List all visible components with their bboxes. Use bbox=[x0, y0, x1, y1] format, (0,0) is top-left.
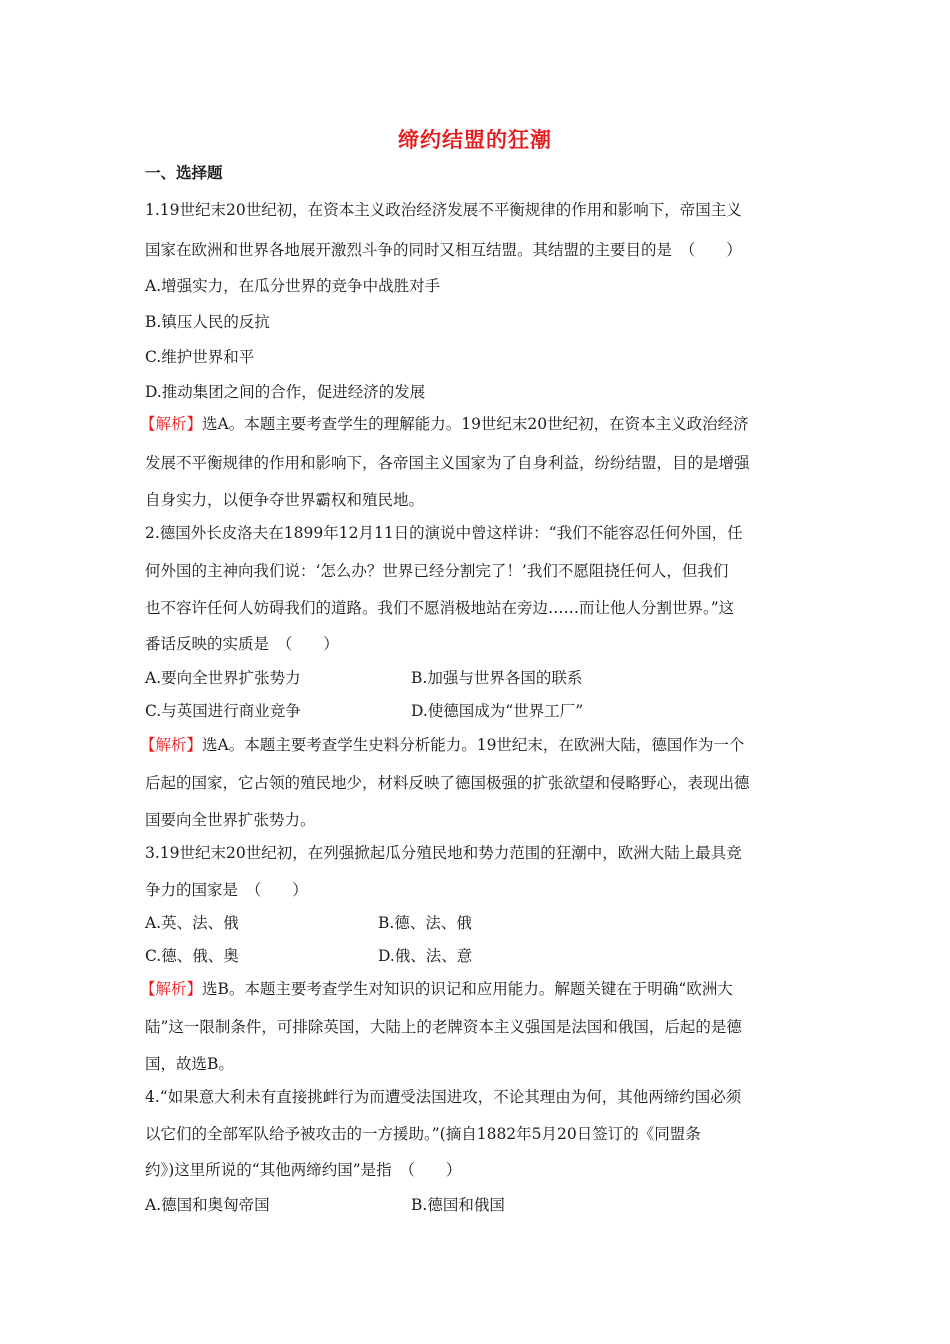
question-text-line: 也不容许任何人妨碍我们的道路。我们不愿消极地站在旁边……而让他人分割世界。”这 bbox=[145, 599, 735, 617]
question-text-line: 何外国的主神向我们说：‘怎么办？世界已经分割完了！’我们不愿阻挠任何人，但我们 bbox=[145, 562, 729, 580]
question-text-line: 约》)这里所说的“其他两缔约国”是指 （ ） bbox=[145, 1161, 462, 1179]
option-c: C.与英国进行商业竞争 bbox=[145, 702, 301, 720]
question-text-line: 3.19世纪末20世纪初，在列强掀起瓜分殖民地和势力范围的狂潮中，欧洲大陆上最具竞 bbox=[145, 844, 742, 862]
page-title: 缔约结盟的狂潮 bbox=[398, 127, 552, 152]
section-heading: 一、选择题 bbox=[145, 164, 223, 182]
question-text-line: 以它们的全部军队给予被攻击的一方援助。”(摘自1882年5月20日签订的《同盟条 bbox=[145, 1125, 701, 1143]
option-d: D.使德国成为“世界工厂” bbox=[411, 702, 584, 720]
option-c: C.维护世界和平 bbox=[145, 348, 255, 366]
option-a: A.要向全世界扩张势力 bbox=[145, 669, 301, 687]
option-a: A.英、法、俄 bbox=[145, 914, 239, 932]
analysis-line: 后起的国家，它占领的殖民地少，材料反映了德国极强的扩张欲望和侵略野心，表现出德 bbox=[145, 774, 750, 792]
analysis-line bbox=[140, 979, 805, 999]
question-text-line: 国家在欧洲和世界各地展开激烈斗争的同时又相互结盟。其结盟的主要目的是 （ ） bbox=[145, 241, 742, 259]
analysis-line bbox=[140, 414, 805, 434]
analysis-tag: 【解析】 bbox=[140, 415, 203, 433]
option-a: A.德国和奥匈帝国 bbox=[145, 1196, 270, 1214]
analysis-line: 自身实力，以便争夺世界霸权和殖民地。 bbox=[145, 491, 425, 509]
option-b: B.镇压人民的反抗 bbox=[145, 313, 270, 331]
option-b: B.加强与世界各国的联系 bbox=[411, 669, 583, 687]
option-c: C.德、俄、奥 bbox=[145, 947, 239, 965]
analysis-text: 选B。本题主要考查学生对知识的识记和应用能力。解题关键在于明确“欧洲大 bbox=[202, 980, 733, 998]
analysis-line: 国要向全世界扩张势力。 bbox=[145, 811, 316, 829]
option-b: B.德国和俄国 bbox=[411, 1196, 505, 1214]
question-text-line: 2.德国外长皮洛夫在1899年12月11日的演说中曾这样讲：“我们不能容忍任何外国，任 bbox=[145, 524, 743, 542]
analysis-text: 选A。本题主要考查学生史料分析能力。19世纪末，在欧洲大陆，德国作为一个 bbox=[202, 736, 745, 754]
option-a: A.增强实力，在瓜分世界的竞争中战胜对手 bbox=[145, 277, 441, 295]
analysis-text: 选A。本题主要考查学生的理解能力。19世纪末20世纪初，在资本主义政治经济 bbox=[202, 415, 749, 433]
option-d: D.俄、法、意 bbox=[378, 947, 473, 965]
analysis-line: 发展不平衡规律的作用和影响下，各帝国主义国家为了自身利益，纷纷结盟，目的是增强 bbox=[145, 454, 750, 472]
option-d: D.推动集团之间的合作，促进经济的发展 bbox=[145, 383, 426, 401]
analysis-line bbox=[140, 735, 805, 755]
question-text-line: 番话反映的实质是 （ ） bbox=[145, 635, 339, 653]
analysis-line: 陆”这一限制条件，可排除英国，大陆上的老牌资本主义强国是法国和俄国，后起的是德 bbox=[145, 1018, 742, 1036]
question-text-line: 争力的国家是 （ ） bbox=[145, 881, 308, 899]
analysis-tag: 【解析】 bbox=[140, 980, 203, 998]
question-text-line: 1.19世纪末20世纪初，在资本主义政治经济发展不平衡规律的作用和影响下，帝国主义 bbox=[145, 201, 742, 219]
question-text-line: 4.“如果意大利未有直接挑衅行为而遭受法国进攻，不论其理由为何，其他两缔约国必须 bbox=[145, 1088, 742, 1106]
analysis-line: 国，故选B。 bbox=[145, 1055, 234, 1073]
option-b: B.德、法、俄 bbox=[378, 914, 472, 932]
analysis-tag: 【解析】 bbox=[140, 736, 203, 754]
